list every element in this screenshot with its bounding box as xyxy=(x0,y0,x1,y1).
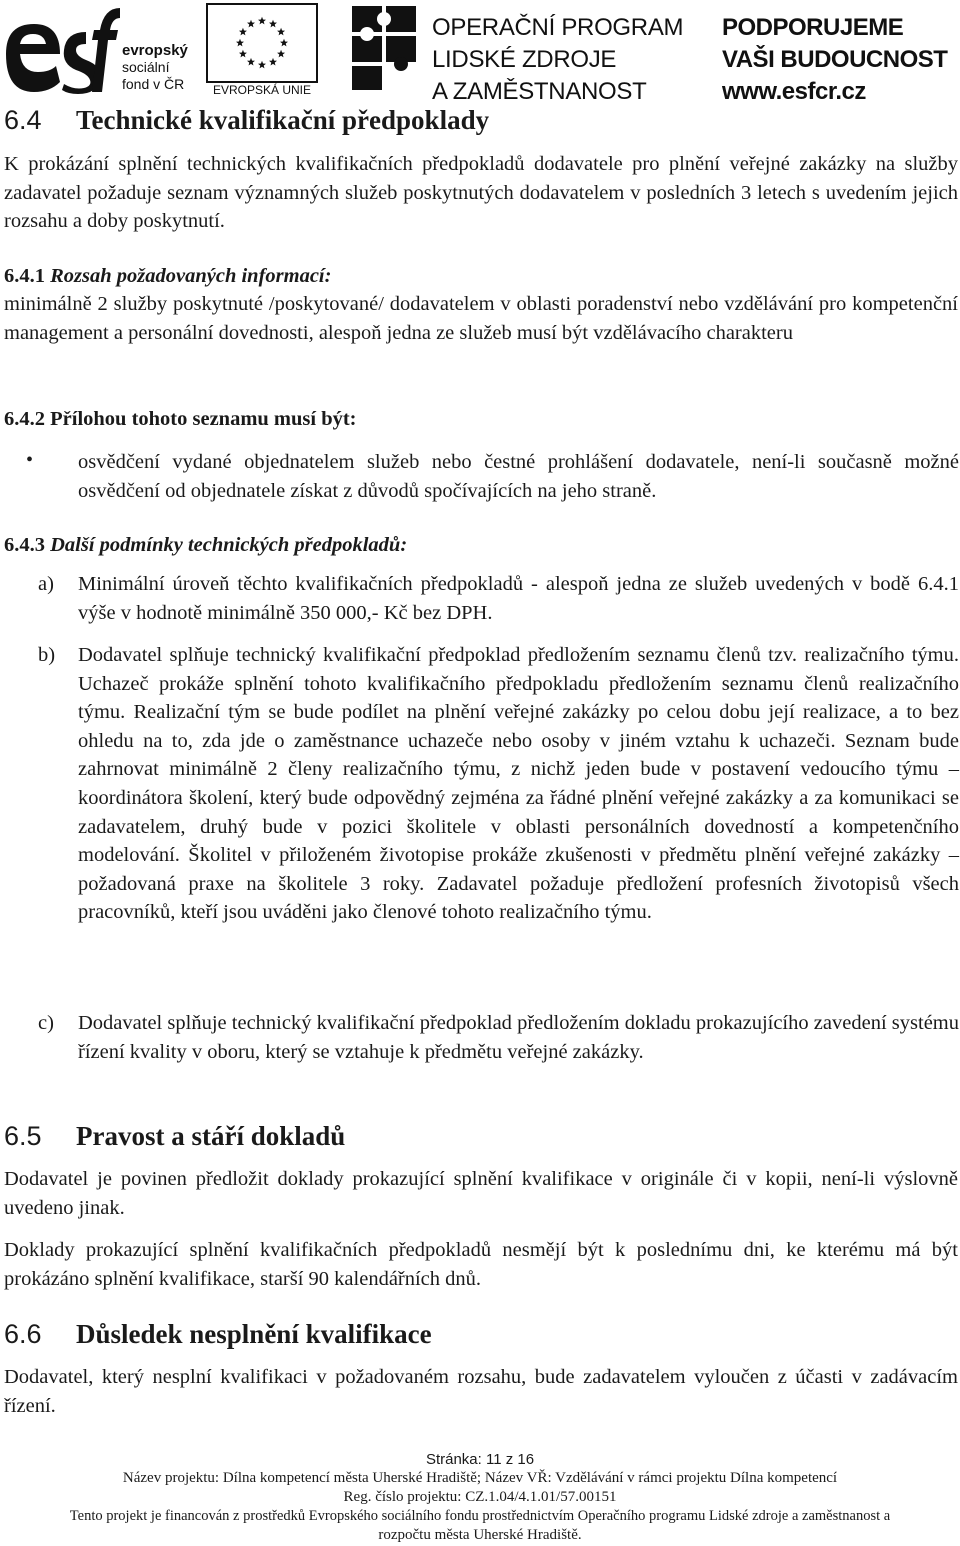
esf-line-1: evropský xyxy=(122,42,188,59)
section-heading-6-6 xyxy=(4,1318,958,1350)
section-6-6-paragraph: Dodavatel, který nesplní kvalifikaci v požadovaném rozsahu, bude zadavatelem vyloučen z účasti v zadávacím řízení. xyxy=(4,1366,958,1417)
eu-star-icon xyxy=(277,28,285,36)
footer-funding-line-2: rozpočtu města Uherské Hradiště. xyxy=(378,1527,582,1543)
section-number: 6.5 xyxy=(4,1121,42,1151)
subsection-title: Rozsah požadovaných informací: xyxy=(50,265,332,287)
subsection-title: Další podmínky technických předpokladů: xyxy=(50,534,408,556)
esf-line-3: fond v ČR xyxy=(122,76,185,92)
op-program-text xyxy=(432,12,683,108)
section-6-4-intro: K prokázání splnění technických kvalifikačních předpokladů dodavatele pro plnění veřejné zakázky na služby zadavatel požaduje seznam významných služeb poskytnutých dodavatelem v posledních 3 letech s uvedením jejich rozsahu a doby poskytnutí. xyxy=(4,153,958,233)
subsection-6-4-1-text: minimálně 2 služby poskytnuté /poskytované/ dodavatelem v oblasti poradenství nebo vzdělávání pro kompetenční management a personální dovednosti, alespoň jedna ze služeb musí být vzdělávacího charakteru xyxy=(4,293,958,344)
support-url[interactable]: www.esfcr.cz xyxy=(722,78,866,105)
subsection-number: 6.4.3 xyxy=(4,534,45,556)
bullet-item-text: osvědčení vydané objednatelem služeb nebo čestné prohlášení dodavatele, není-li současně možné osvědčení od objednatele získat z důvodů spočívajících na jeho straně. xyxy=(78,451,959,502)
bullet-icon: • xyxy=(26,449,34,471)
item-a-text: Minimální úroveň těchto kvalifikačních předpokladů - alespoň jedna ze služeb uvedených v bodě 6.4.1 výše v hodnotě minimálně 350 000,- Kč bez DPH. xyxy=(78,573,959,624)
eu-star-icon xyxy=(236,39,244,47)
eu-star-icon xyxy=(258,61,266,69)
op-line-2: LIDSKÉ ZDROJE xyxy=(432,46,617,73)
subsection-heading-6-4-1 xyxy=(4,262,958,290)
esf-logo-text xyxy=(122,42,188,93)
item-a-label: a) xyxy=(38,573,54,595)
support-line-2: VAŠI BUDOUCNOST xyxy=(722,46,948,73)
op-line-3: A ZAMĚSTNANOST xyxy=(432,78,647,105)
eu-flag-logo xyxy=(206,3,318,83)
op-puzzle-logo xyxy=(352,6,416,90)
item-c-text: Dodavatel splňuje technický kvalifikační předpoklad předložením dokladu prokazujícího zavedení systému řízení kvality v oboru, který se vztahuje k předmětu veřejné zakázky. xyxy=(78,1012,959,1063)
section-heading-6-4 xyxy=(4,104,958,136)
subsection-number: 6.4.2 xyxy=(4,408,45,430)
item-c-label: c) xyxy=(38,1012,54,1034)
eu-label: EVROPSKÁ UNIE xyxy=(212,83,312,97)
subsection-heading-6-4-2 xyxy=(4,405,958,433)
eu-star-icon xyxy=(280,39,288,47)
footer-project-line: Název projektu: Dílna kompetencí města Uherské Hradiště; Název VŘ: Vzdělávání v rámci projektu Dílna kompetencí xyxy=(122,1470,838,1486)
eu-star-icon xyxy=(277,50,285,58)
footer-reg-number: Reg. číslo projektu: CZ.1.04/4.1.01/57.00151 xyxy=(343,1489,617,1505)
eu-star-icon xyxy=(258,17,266,25)
eu-star-icon xyxy=(247,20,255,28)
eu-star-icon xyxy=(247,58,255,66)
eu-star-icon xyxy=(269,20,277,28)
item-b-label: b) xyxy=(38,644,56,666)
esf-logo xyxy=(2,4,120,96)
section-title: Technické kvalifikační předpoklady xyxy=(76,105,490,135)
section-6-5-paragraph-1: Dodavatel je povinen předložit doklady prokazující splnění kvalifikace v originále či v kopii, není-li výslovně uvedeno jinak. xyxy=(4,1168,958,1219)
section-number: 6.4 xyxy=(4,105,42,135)
eu-star-icon xyxy=(269,58,277,66)
page-number: Stránka: 11 z 16 xyxy=(425,1451,535,1468)
support-line-1: PODPORUJEME xyxy=(722,14,904,41)
section-number: 6.6 xyxy=(4,1319,42,1349)
page-header xyxy=(0,0,960,105)
esf-line-2: sociální xyxy=(122,59,170,75)
eu-star-icon xyxy=(239,50,247,58)
footer-funding-line: Tento projekt je financován z prostředků Evropského sociálního fondu prostřednictvím Operačního programu Lidské zdroje a zaměstnanost a xyxy=(69,1508,891,1524)
section-6-5-paragraph-2: Doklady prokazující splnění kvalifikačních předpokladů nesmějí být k poslednímu dni, ke kterému má být prokázáno splnění kvalifikace, starší 90 kalendářních dnů. xyxy=(4,1239,958,1290)
section-title: Důsledek nesplnění kvalifikace xyxy=(76,1319,432,1349)
subsection-title: Přílohou tohoto seznamu musí být: xyxy=(50,408,357,430)
subsection-number: 6.4.1 xyxy=(4,265,45,287)
support-text xyxy=(722,12,947,108)
subsection-heading-6-4-3 xyxy=(4,531,958,559)
section-title: Pravost a stáří dokladů xyxy=(76,1121,346,1151)
eu-stars-icon xyxy=(208,5,316,81)
eu-star-icon xyxy=(239,28,247,36)
item-b-text: Dodavatel splňuje technický kvalifikační předpoklad předložením seznamu členů tzv. realizačního týmu. Uchazeč prokáže splnění tohoto kvalifikačního předpokladu předložením seznamu členů realizačního týmu. Realizační tým se bude podílet na plnění veřejné zakázky po celou dobu její realizace, a to bez ohledu na to, zda jde o zaměstnance uchazeče nebo osoby v jiném vztahu k uchazeči. Seznam bude zahrnovat minimálně 2 členy realizačního týmu, z nichž jeden bude v postavení vedoucího týmu – koordinátora školení, který bude odpovědný zejména za řádné plnění veřejné zakázky a za komunikaci se zadavatelem, druhý bude v pozici školitele v oblasti personálních dovedností a kompetenčního modelování. Školitel v přiloženém životopise prokáže zkušenosti v předmětu plnění veřejné zakázky – požadovaná praxe na školitele 3 roky. Zadavatel požaduje předložení profesních životopisů všech pracovníků, kteří jsou uváděni jako členové tohoto realizačního týmu. xyxy=(78,644,959,924)
op-line-1: OPERAČNÍ PROGRAM xyxy=(432,14,684,41)
section-heading-6-5 xyxy=(4,1120,958,1152)
